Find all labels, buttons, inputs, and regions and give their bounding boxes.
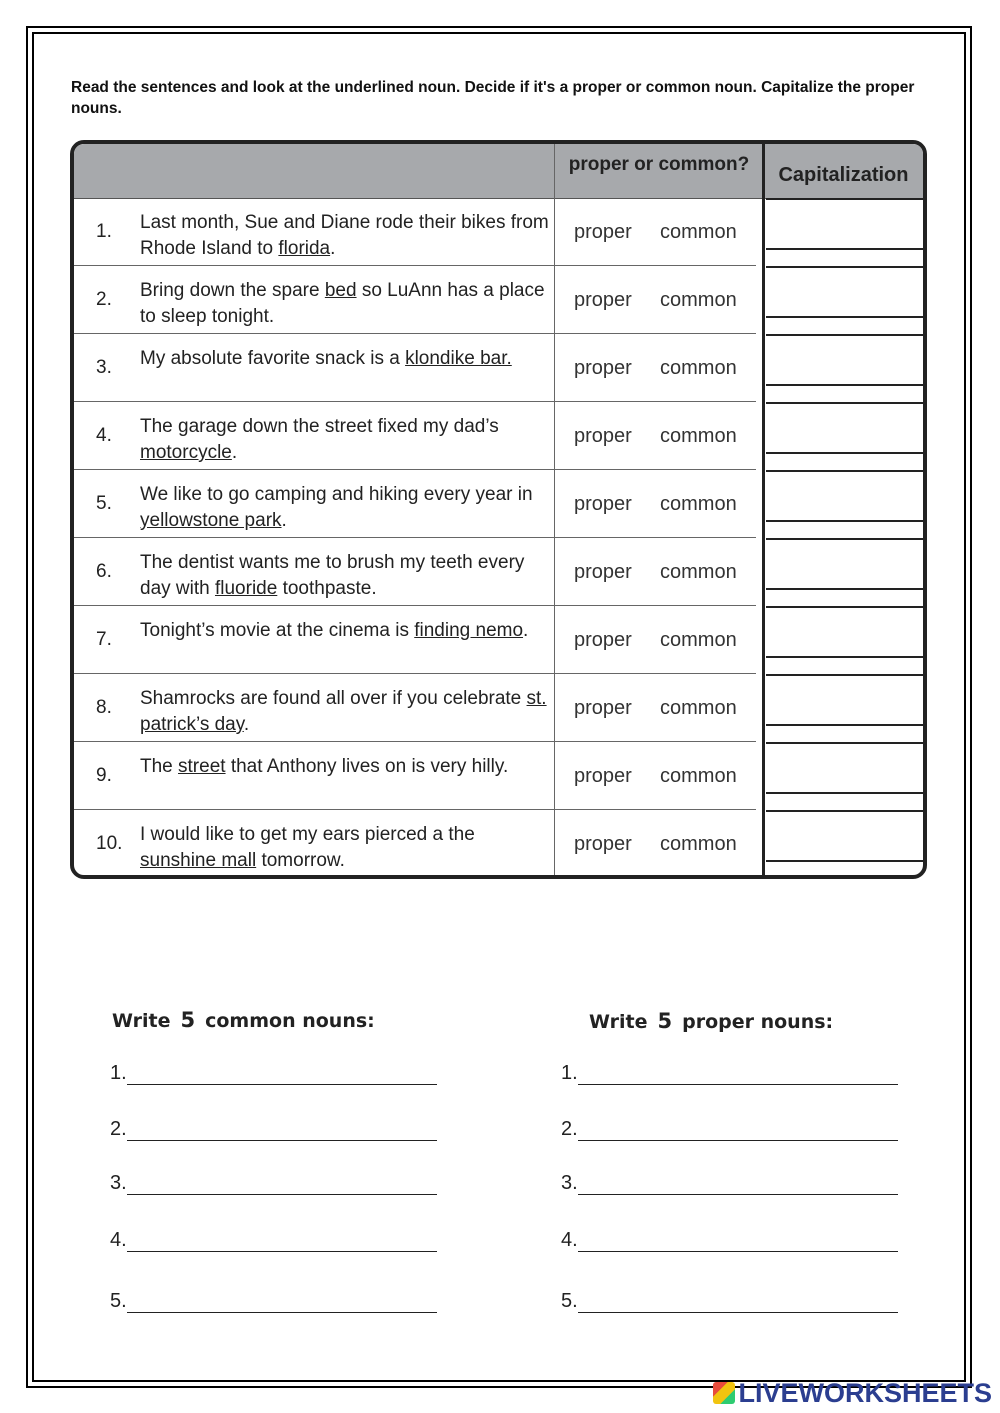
table-header [74, 144, 923, 199]
cap-line-top [766, 674, 923, 676]
capitalization-answer[interactable] [766, 742, 923, 810]
table-row [74, 810, 923, 878]
line-number: 4. [561, 1229, 578, 1251]
logo-text: LIVEWORKSHEETS [738, 1378, 992, 1408]
row-number: 10. [96, 833, 123, 854]
column-divider-thick [762, 144, 765, 875]
cap-line-top [766, 742, 923, 744]
table-row [74, 198, 923, 266]
option-common[interactable]: common [660, 697, 737, 719]
capitalization-answer[interactable] [766, 198, 923, 266]
cap-line-bottom [766, 656, 923, 658]
instructions: Read the sentences and look at the underlined noun. Decide if it's a proper or common noun. Capitalize the proper nouns. [71, 79, 915, 117]
option-common[interactable]: common [660, 629, 737, 651]
logo-mark-icon [713, 1382, 735, 1404]
row-sentence [140, 822, 552, 874]
table-row [74, 538, 923, 606]
sentence-before: The dentist wants me to brush my teeth every day with [140, 552, 525, 599]
sentence-before: Tonight’s movie at the cinema is [140, 620, 415, 641]
cap-line-bottom [766, 248, 923, 250]
underlined-noun: motorcycle [140, 442, 232, 463]
common-noun-line[interactable] [110, 1062, 437, 1085]
row-number: 7. [96, 629, 112, 650]
sentence-before: We like to go camping and hiking every year in [140, 484, 533, 505]
row-sentence [140, 754, 552, 780]
line-number: 2. [561, 1118, 578, 1140]
capitalization-answer[interactable] [766, 334, 923, 402]
sentence-after: . [523, 620, 529, 641]
underlined-noun: st. patrick’s day [140, 688, 547, 735]
row-number: 3. [96, 357, 112, 378]
proper-noun-line[interactable] [561, 1118, 898, 1141]
answer-blank[interactable] [127, 1174, 437, 1195]
row-number: 6. [96, 561, 112, 582]
capitalization-answer[interactable] [766, 402, 923, 470]
option-common[interactable]: common [660, 493, 737, 515]
cap-line-top [766, 266, 923, 268]
cap-line-top [766, 198, 923, 200]
proper-title-prefix: Write [589, 1011, 648, 1033]
common-nouns-title [112, 1008, 375, 1032]
sentence-after: . [231, 442, 238, 463]
row-sentence [140, 414, 552, 466]
option-proper[interactable]: proper [574, 289, 632, 311]
sentence-before: Bring down the spare [140, 280, 325, 301]
table-row [74, 742, 923, 810]
sentence-after: . [243, 714, 250, 735]
capitalization-answer[interactable] [766, 810, 923, 878]
option-common[interactable]: common [660, 425, 737, 447]
sentence-before: The [140, 756, 179, 777]
sentence-after: . [281, 510, 287, 531]
cap-line-bottom [766, 384, 923, 386]
row-sentence [140, 210, 552, 262]
sentence-before: The garage down the street fixed my dad’s [140, 416, 499, 437]
row-number: 4. [96, 425, 112, 446]
line-number: 1. [561, 1062, 578, 1084]
common-title-prefix: Write [112, 1010, 171, 1032]
header-proper-or-common: proper or common? [568, 154, 750, 175]
cap-line-top [766, 606, 923, 608]
cap-line-bottom [766, 724, 923, 726]
underlined-noun: yellowstone park [140, 510, 282, 531]
common-title-suffix: common nouns: [205, 1010, 375, 1032]
cap-line-top [766, 538, 923, 540]
answer-blank[interactable] [127, 1231, 437, 1252]
capitalization-answer[interactable] [766, 266, 923, 334]
option-common[interactable]: common [660, 561, 737, 583]
cap-line-bottom [766, 792, 923, 794]
underlined-noun: florida [278, 238, 331, 259]
sentence-before: My absolute favorite snack is a [140, 348, 406, 369]
proper-noun-line[interactable] [561, 1229, 898, 1252]
underlined-noun: finding nemo [414, 620, 524, 641]
capitalization-answer[interactable] [766, 606, 923, 674]
capitalization-answer[interactable] [766, 538, 923, 606]
option-proper[interactable]: proper [574, 765, 632, 787]
option-common[interactable]: common [660, 765, 737, 787]
table-row [74, 334, 923, 402]
proper-noun-line[interactable] [561, 1172, 898, 1195]
proper-nouns-title [589, 1009, 833, 1033]
option-common[interactable]: common [660, 221, 737, 243]
underlined-noun: sunshine mall [140, 850, 257, 871]
proper-noun-line[interactable] [561, 1062, 898, 1085]
table-row [74, 674, 923, 742]
column-divider [554, 144, 555, 875]
option-proper[interactable]: proper [574, 697, 632, 719]
option-common[interactable]: common [660, 833, 737, 855]
sentence-after: toothpaste. [277, 578, 377, 599]
line-number: 4. [110, 1229, 127, 1251]
option-proper[interactable]: proper [574, 833, 632, 855]
underlined-noun: bed [324, 280, 357, 301]
option-proper[interactable]: proper [574, 357, 632, 379]
underlined-noun: street [178, 756, 226, 777]
sentence-before: I would like to get my ears pierced a the [140, 824, 475, 845]
answer-blank[interactable] [578, 1120, 898, 1141]
sentence-after: tomorrow. [256, 850, 345, 871]
proper-title-suffix: proper nouns: [682, 1011, 834, 1033]
table-row [74, 402, 923, 470]
option-common[interactable]: common [660, 289, 737, 311]
answer-blank[interactable] [578, 1174, 898, 1195]
cap-line-bottom [766, 588, 923, 590]
proper-noun-line[interactable] [561, 1290, 898, 1313]
answer-blank[interactable] [578, 1064, 898, 1085]
answer-blank[interactable] [127, 1292, 437, 1313]
table-row [74, 470, 923, 538]
cap-line-bottom [766, 520, 923, 522]
table-row [74, 266, 923, 334]
option-proper[interactable]: proper [574, 629, 632, 651]
noun-table [70, 140, 927, 879]
sentence-after: that Anthony lives on is very hilly. [225, 756, 509, 777]
row-sentence [140, 482, 552, 534]
row-number: 9. [96, 765, 112, 786]
cap-line-bottom [766, 316, 923, 318]
row-number: 1. [96, 221, 112, 242]
sentence-after: . [330, 238, 336, 259]
common-noun-line[interactable] [110, 1118, 437, 1141]
row-sentence [140, 346, 552, 372]
common-noun-line[interactable] [110, 1290, 437, 1313]
sentence-before: Last month, Sue and Diane rode their bikes from Rhode Island to [140, 212, 549, 259]
underlined-noun: fluoride [214, 578, 278, 599]
cap-line-bottom [766, 860, 923, 862]
line-number: 3. [561, 1172, 578, 1194]
answer-blank[interactable] [578, 1231, 898, 1252]
line-number: 5. [110, 1290, 127, 1312]
option-common[interactable]: common [660, 357, 737, 379]
cap-line-top [766, 810, 923, 812]
underlined-noun: klondike bar. [405, 348, 512, 369]
capitalization-answer[interactable] [766, 470, 923, 538]
cap-line-top [766, 402, 923, 404]
option-proper[interactable]: proper [574, 493, 632, 515]
common-noun-line[interactable] [110, 1229, 437, 1252]
row-sentence [140, 618, 552, 644]
row-number: 2. [96, 289, 112, 310]
common-title-count: 5 [180, 1008, 196, 1032]
answer-blank[interactable] [578, 1292, 898, 1313]
liveworksheets-logo [713, 1378, 992, 1409]
answer-blank[interactable] [127, 1120, 437, 1141]
cap-line-bottom [766, 452, 923, 454]
line-number: 1. [110, 1062, 127, 1084]
proper-title-count: 5 [657, 1009, 673, 1033]
row-sentence [140, 278, 552, 330]
row-sentence [140, 550, 552, 602]
sentence-before: Shamrocks are found all over if you celebrate [140, 688, 527, 709]
common-noun-line[interactable] [110, 1172, 437, 1195]
option-proper[interactable]: proper [574, 561, 632, 583]
option-proper[interactable]: proper [574, 221, 632, 243]
header-capitalization: Capitalization [778, 164, 909, 186]
answer-blank[interactable] [127, 1064, 437, 1085]
row-sentence [140, 686, 552, 738]
sentence-after: so LuAnn has a place to sleep tonight. [140, 280, 545, 327]
line-number: 3. [110, 1172, 127, 1194]
cap-line-top [766, 470, 923, 472]
row-number: 8. [96, 697, 112, 718]
option-proper[interactable]: proper [574, 425, 632, 447]
cap-line-top [766, 334, 923, 336]
line-number: 2. [110, 1118, 127, 1140]
capitalization-answer[interactable] [766, 674, 923, 742]
table-row [74, 606, 923, 674]
row-number: 5. [96, 493, 112, 514]
line-number: 5. [561, 1290, 578, 1312]
